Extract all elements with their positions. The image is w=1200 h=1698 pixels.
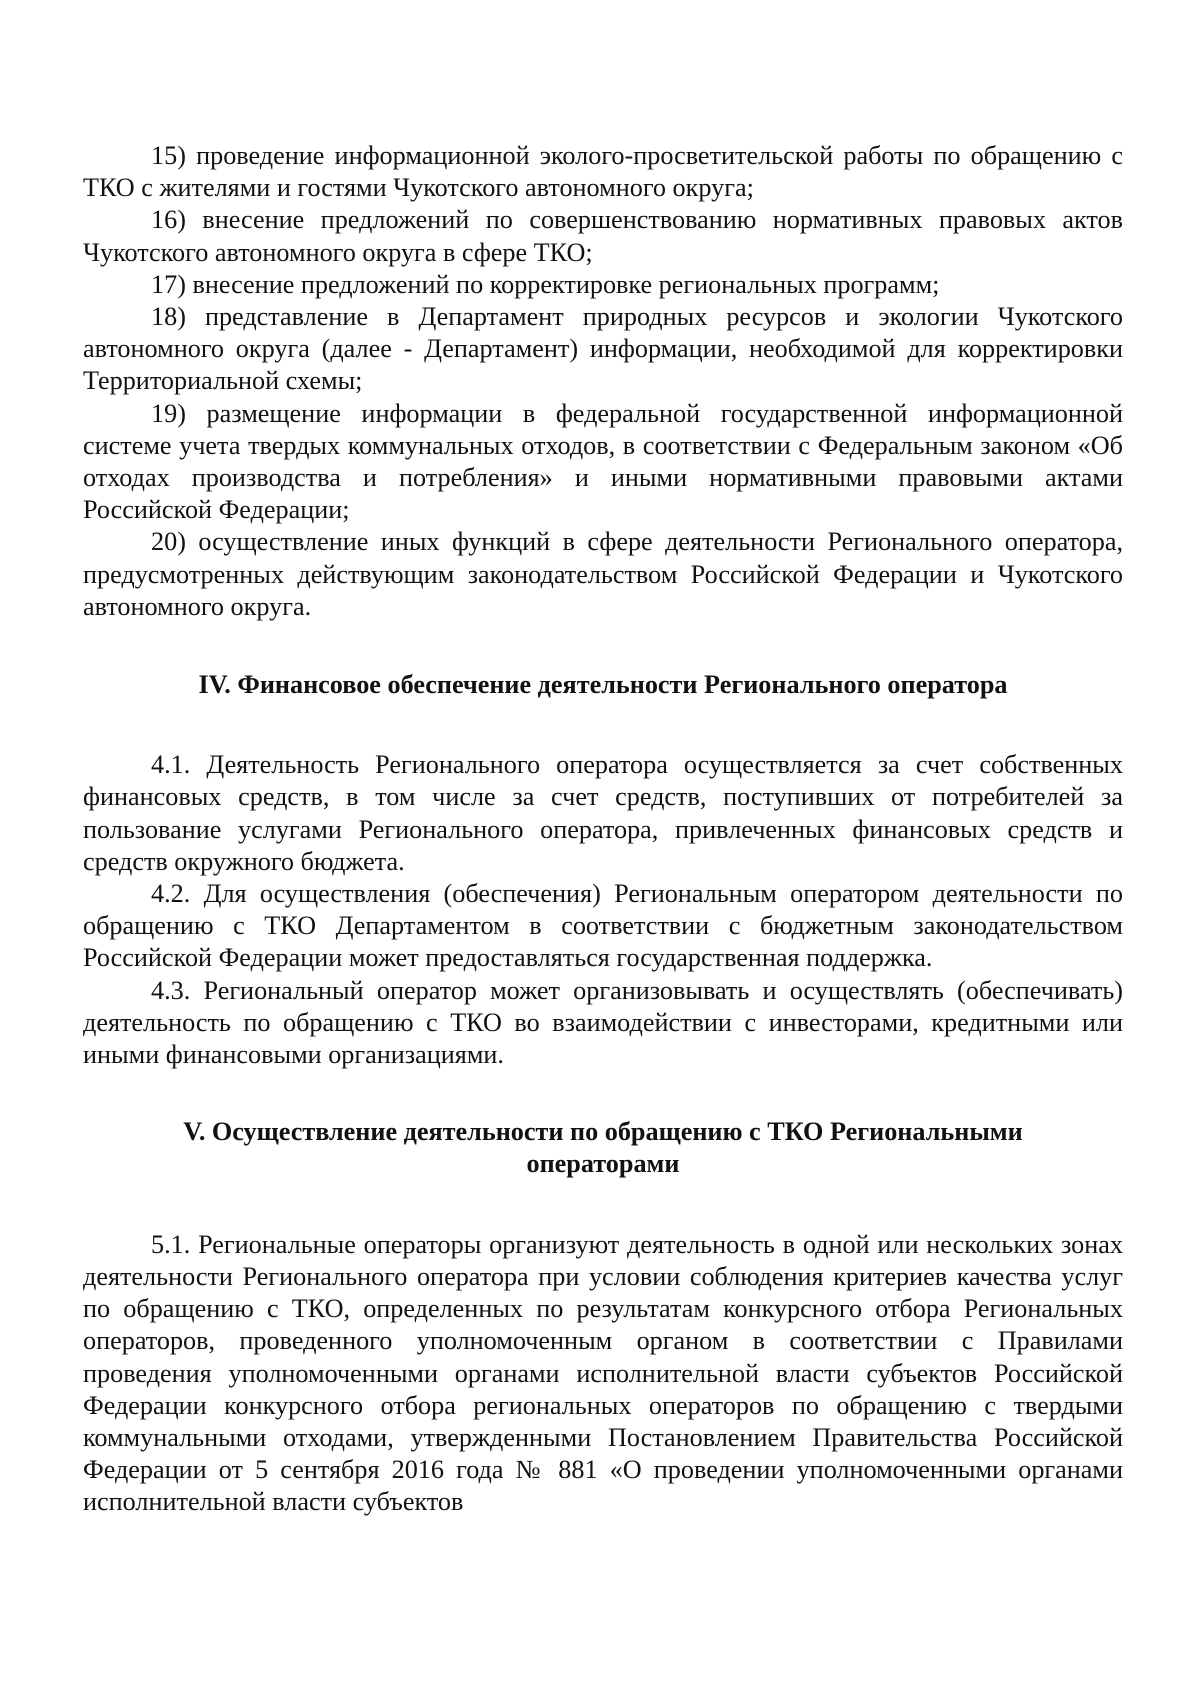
document-page bbox=[83, 140, 1123, 1519]
paragraph-item-16: 16) внесение предложений по совершенствованию нормативных правовых актов Чукотского автономного округа в сфере ТКО; bbox=[83, 205, 1123, 267]
section-5-heading-line-1: V. Осуществление деятельности по обращению с ТКО Региональными bbox=[183, 1117, 1023, 1147]
paragraph-5-1: 5.1. Региональные операторы организуют деятельность в одной или нескольких зонах деятельности Регионального оператора при условии соблюдения критериев качества услуг по обращению с ТКО, определенных по результатам конкурсного отбора Региональных операторов, проведенного уполномоченным органом в соответствии с Правилами проведения уполномоченными органами исполнительной власти субъектов Российской Федерации конкурсного отбора региональных операторов по обращению с твердыми коммунальными отходами, утвержденными Постановлением Правительства Российской Федерации от 5 сентября 2016 года № 881 «О проведении уполномоченными органами исполнительной власти субъектов bbox=[83, 1229, 1123, 1517]
paragraph-item-17: 17) внесение предложений по корректировке региональных программ; bbox=[151, 269, 940, 299]
paragraph-item-18: 18) представление в Департамент природных ресурсов и экологии Чукотского автономного округа (далее - Департамент) информации, необходимой для корректировки Территориальной схемы; bbox=[83, 302, 1123, 396]
paragraph-item-19: 19) размещение информации в федеральной государственной информационной системе учета твердых коммунальных отходов, в соответствии с Федеральным законом «Об отходах производства и потребления» и иными нормативными правовыми актами Российской Федерации; bbox=[83, 398, 1123, 525]
paragraph-4-2: 4.2. Для осуществления (обеспечения) Региональным оператором деятельности по обращению с ТКО Департаментом в соответствии с бюджетным законодательством Российской Федерации может предоставляться государственная поддержка. bbox=[83, 879, 1123, 973]
section-5-heading bbox=[83, 1116, 1123, 1180]
paragraph-item-20: 20) осуществление иных функций в сфере деятельности Регионального оператора, предусмотренных действующим законодательством Российской Федерации и Чукотского автономного округа. bbox=[83, 527, 1123, 621]
paragraph-4-1: 4.1. Деятельность Регионального оператора осуществляется за счет собственных финансовых средств, в том числе за счет средств, поступивших от потребителей за пользование услугами Регионального оператора, привлеченных финансовых средств и средств окружного бюджета. bbox=[83, 750, 1123, 876]
section-4-heading: IV. Финансовое обеспечение деятельности Регионального оператора bbox=[198, 670, 1008, 700]
paragraph-4-3: 4.3. Региональный оператор может организовывать и осуществлять (обеспечивать) деятельность по обращению с ТКО во взаимодействии с инвесторами, кредитными или иными финансовыми организациями. bbox=[83, 975, 1123, 1070]
paragraph-item-15: 15) проведение информационной эколого-просветительской работы по обращению с ТКО с жителями и гостями Чукотского автономного округа; bbox=[83, 141, 1123, 203]
section-5-heading-line-2: операторами bbox=[526, 1149, 680, 1179]
